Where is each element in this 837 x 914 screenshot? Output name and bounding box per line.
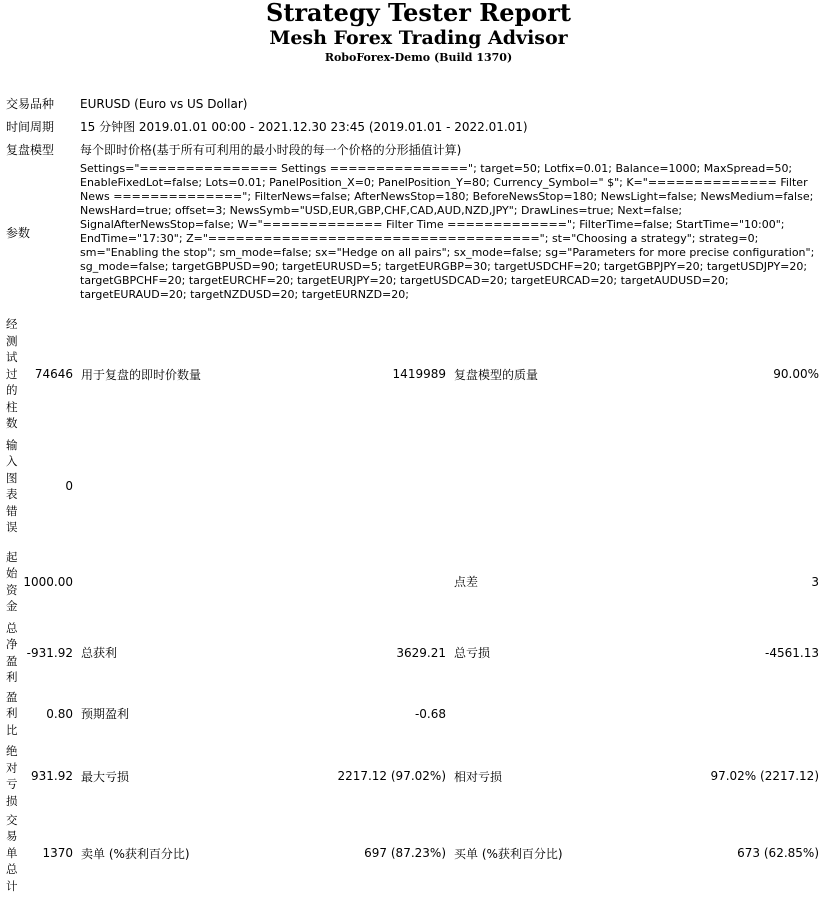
stat-value: 1000.00 [23, 574, 73, 589]
info-value: 每个即时价格(基于所有可利用的最小时段的每一个价格的分形插值计算) [80, 143, 462, 157]
stat-label: 交易单总计 [6, 812, 18, 893]
info-section [6, 92, 826, 161]
stat-value-3: 90.00% [773, 367, 819, 381]
stat-label: 经测试过的柱数 [6, 317, 18, 431]
stat-label-2: 最大亏损 [81, 769, 130, 784]
advisor-name: Mesh Forex Trading Advisor [269, 27, 568, 49]
info-label: 复盘模型 [6, 143, 55, 157]
stat-label-2: 总获利 [81, 646, 118, 660]
stat-value-2: -0.68 [414, 706, 446, 721]
stat-label-3: 总亏损 [454, 646, 491, 660]
stat-value: 0 [65, 479, 73, 493]
stat-value-3: -4561.13 [765, 645, 819, 660]
stats-row-errors [6, 430, 824, 542]
stat-label: 绝对亏损 [6, 744, 18, 808]
stat-label: 总净盈利 [6, 620, 18, 684]
stat-value: 1370 [42, 846, 73, 860]
stat-label-3: 相对亏损 [454, 769, 503, 784]
stat-label-2: 预期盈利 [81, 707, 130, 721]
stats-row-bars [6, 318, 824, 430]
server-build: RoboForex-Demo (Build 1370) [324, 51, 513, 64]
stat-label: 盈利比 [6, 689, 18, 737]
stat-value-2: 1419989 [392, 367, 446, 381]
report-title: Strategy Tester Report [265, 0, 572, 27]
stats-row-total-trades [6, 809, 824, 897]
params-label: 参数 [6, 225, 31, 240]
stat-label: 输入图表错误 [6, 437, 18, 534]
stats-row-drawdown [6, 743, 824, 809]
stats-row-net-profit [6, 621, 824, 684]
stat-value-2: 3629.21 [396, 645, 446, 660]
stat-value-2: 2217.12 (97.02%) [337, 769, 446, 783]
stats-row-deposit [6, 542, 824, 621]
stat-value-3: 97.02% (2217.12) [710, 769, 819, 783]
info-row-symbol [6, 92, 826, 115]
stat-label-3: 复盘模型的质量 [454, 367, 539, 382]
report-header [0, 0, 837, 65]
stat-value: 0.80 [46, 706, 73, 721]
params-row [6, 162, 824, 302]
info-row-period [6, 115, 826, 138]
stat-value-3: 673 (62.85%) [737, 846, 819, 860]
stats-section [6, 318, 824, 897]
stat-value: 931.92 [31, 769, 73, 783]
stat-label-3: 买单 (%获利百分比) [454, 846, 563, 861]
stat-label-3: 点差 [454, 575, 479, 589]
info-row-model [6, 138, 826, 161]
stat-label-2: 用于复盘的即时价数量 [81, 367, 202, 382]
stats-row-profit-factor [6, 684, 824, 743]
stat-value: 74646 [34, 367, 73, 381]
info-label: 交易品种 [6, 97, 55, 111]
stat-label: 起始资金 [6, 549, 18, 613]
stat-label-2: 卖单 (%获利百分比) [81, 846, 190, 861]
info-label: 时间周期 [6, 120, 55, 134]
params-value: Settings="=============== Settings ==============="; target=50; Lotfix=0.01; Balance=1000; MaxSpread=50; EnableFixedLot=false; Lots=0.01; PanelPosition_X=0; PanelPosition_Y=80; Currency_Symbol=" $"; K="============== Filter News =============="; FilterNews=false; AfterNewsStop=180; BeforeNewsStop=180; NewsLight=false; NewsMedium=false; NewsHard=true; offset=3; NewsSymb="USD,EUR,GBP,CHF,CAD,AUD,NZD,JPY"; DrawLines=true; Next=false; SignalAfterNewsStop=false; W="============= Filter Time ============="; FilterTime=false; StartTime="10:00"; EndTime="17:30"; Z="===================================="; st="Choosing a strategy"; strateg=0; sm="Enabling the stop"; sm_mode=false; sx="Hedge on all pairs"; sx_mode=false; sg="Parameters for more precise configuration"; sg_mode=false; targetGBPUSD=90; targetEURUSD=5; targetEURGBP=30; targetUSDCHF=20; targetGBPJPY=20; targetUSDJPY=20; targetGBPCHF=20; targetEURCHF=20; targetEURJPY=20; targetUSDCAD=20; targetEURCAD=20; targetAUDUSD=20; targetEURAUD=20; targetNZDUSD=20; targetEURNZD=20; [80, 162, 815, 301]
stat-value: -931.92 [26, 645, 73, 660]
stat-value-2: 697 (87.23%) [364, 846, 446, 860]
info-value: 15 分钟图 2019.01.01 00:00 - 2021.12.30 23:45 (2019.01.01 - 2022.01.01) [80, 120, 528, 134]
info-value: EURUSD (Euro vs US Dollar) [80, 96, 248, 111]
stat-value-3: 3 [811, 574, 819, 589]
